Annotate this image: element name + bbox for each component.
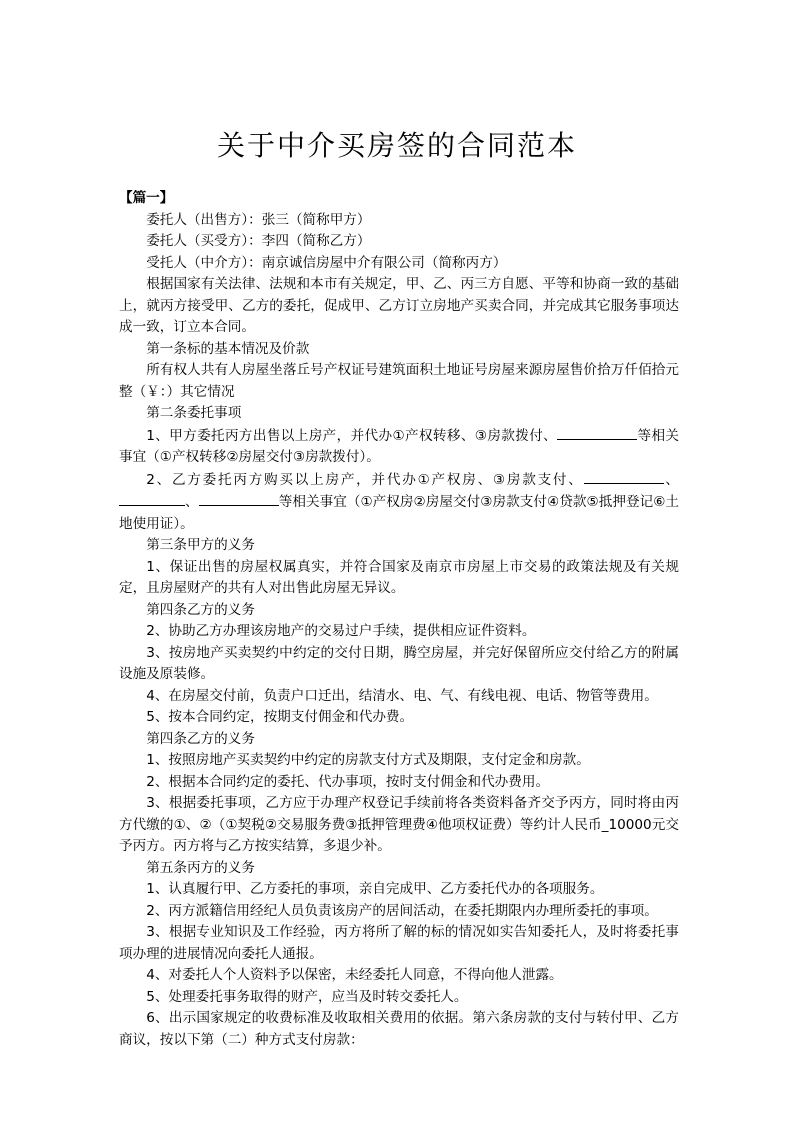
paragraph: 3、根据专业知识及工作经验，丙方将所了解的标的情况如实告知委托人，及时将委托事项办理的进展情况向委托人通报。 <box>119 924 679 962</box>
text-run: 、 <box>185 494 199 510</box>
paragraph: 第四条乙方的义务 <box>146 601 255 618</box>
paragraph: 5、按本合同约定，按期支付佣金和代办费。 <box>146 709 414 725</box>
paragraph: 4、对委托人个人资料予以保密，未经委托人同意，不得向他人泄露。 <box>146 967 563 983</box>
text-run: 等相关事宜（①产权房②房屋交付③房款支付④贷款⑤抵押登记⑥土地使用证）。 <box>119 494 680 532</box>
paragraph-item-2-1 <box>119 425 679 469</box>
paragraph: 委托人（买受方）：李四（简称乙方） <box>146 233 371 249</box>
paragraph: 5、处理委托事务取得的财产，应当及时转交委托人。 <box>146 988 468 1005</box>
paragraph-item-2-2 <box>119 469 679 536</box>
paragraph: 1、保证出售的房屋权属真实，并符合国家及南京市房屋上市交易的政策法规及有关规定，且房屋财产的共有人对出售此房屋无异议。 <box>119 558 679 596</box>
paragraph: 2、根据本合同约定的委托、代办事项，按时支付佣金和代办费用。 <box>146 773 550 790</box>
paragraph: 2、协助乙方办理该房地产的交易过户手续，提供相应证件资料。 <box>146 623 536 639</box>
paragraph: 第二条委托事项 <box>146 405 242 421</box>
blank-line <box>199 491 279 506</box>
paragraph: 4、在房屋交付前，负责户口迁出，结清水、电、气、有线电视、电话、物管等费用。 <box>146 687 658 704</box>
blank-line <box>557 425 637 440</box>
blank-line <box>584 469 664 484</box>
text-run: 、 <box>663 471 679 488</box>
paragraph: 根据国家有关法律、法规和本市有关规定，甲、乙、丙三方自愿、平等和协商一致的基础上，就丙方接受甲、乙方的委托，促成甲、乙方订立房地产买卖合同，并完成其它服务事项达成一致，订立本合同。 <box>119 276 679 335</box>
blank-line <box>119 491 185 506</box>
paragraph: 第三条甲方的义务 <box>146 537 255 553</box>
text-run: 等相关事宜（①产权转移②房屋交付③房款拨付）。 <box>119 427 679 465</box>
paragraph: 1、认真履行甲、乙方委托的事项，亲自完成甲、乙方委托代办的各项服务。 <box>146 881 604 897</box>
paragraph: 1、按照房地产买卖契约中约定的房款支付方式及期限，支付定金和房款。 <box>146 752 590 768</box>
paragraph: 委托人（出售方）：张三（简称甲方） <box>146 211 371 228</box>
paragraph: 3、根据委托事项，乙方应于办理产权登记手续前将各类资料备齐交予丙方，同时将由丙方代缴的①、②（①契税②交易服务费③抵押管理费④他项权证费）等约计人民币_10000元交予丙方。丙方将与乙方按实结算，多退少补。 <box>119 795 679 854</box>
paragraph: 第五条丙方的义务 <box>146 859 255 876</box>
paragraph: 3、按房地产买卖契约中约定的交付日期，腾空房屋，并完好保留所应交付给乙方的附属设施及原装修。 <box>119 644 679 682</box>
document-title: 关于中介买房签的合同范本 <box>216 129 577 162</box>
text-run: 1、甲方委托丙方出售以上房产，并代办①产权转移、③房款拨付、 <box>146 427 558 444</box>
paragraph: 所有权人共有人房屋坐落丘号产权证号建筑面积土地证号房屋来源房屋售价拾万仟佰拾元整（￥：）其它情况 <box>119 362 679 400</box>
text-run: 2、乙方委托丙方购买以上房产，并代办①产权房、③房款支付、 <box>146 471 584 488</box>
paragraph: 6、出示国家规定的收费标准及收取相关费用的依据。第六条房款的支付与转付甲、乙方商议，按以下第（二）种方式支付房款： <box>119 1010 679 1048</box>
paragraph: 2、丙方派籍信用经纪人员负责该房产的居间活动，在委托期限内办理所委托的事项。 <box>146 902 658 919</box>
paragraph: 第一条标的基本情况及价款 <box>146 340 310 357</box>
document-body <box>119 188 679 1051</box>
section-heading: 【篇一】 <box>119 190 174 206</box>
paragraph: 第四条乙方的义务 <box>146 730 255 747</box>
paragraph: 受托人（中介方）：南京诚信房屋中介有限公司（简称丙方） <box>146 254 507 271</box>
